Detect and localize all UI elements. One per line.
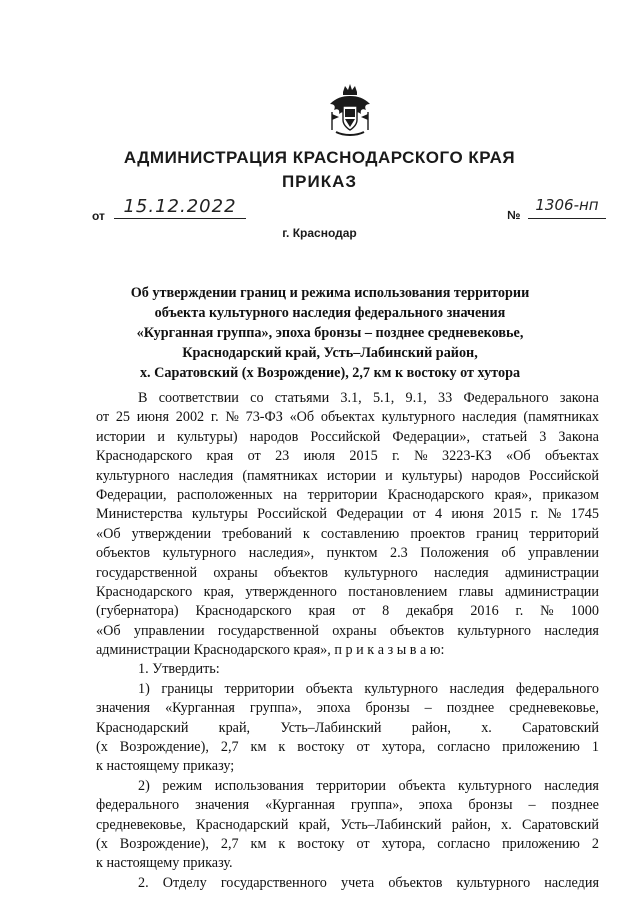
body-word: № (547, 506, 562, 523)
body-word: согласно (437, 739, 491, 756)
body-word: «Об (96, 622, 121, 639)
body-word: – (424, 700, 432, 717)
subject-line: Об утверждении границ и режима использования территории (130, 285, 530, 301)
body-word: г. (210, 409, 219, 426)
body-word: Возрождение), (119, 739, 209, 756)
body-line (96, 525, 599, 544)
body-line-text: к настоящему приказу; (96, 758, 235, 775)
body-word: г. (515, 603, 524, 620)
document-subject (96, 283, 564, 383)
subject-line: «Курганная группа», эпоха бронзы – позднее средневековье, (136, 325, 524, 341)
body-word: 1000 (570, 603, 599, 620)
body-word: истории (326, 467, 377, 484)
body-line (96, 447, 599, 466)
body-word: объектов (273, 564, 328, 581)
body-word: границ (476, 525, 519, 542)
body-word: Российской (310, 428, 381, 445)
body-word: культуры) (176, 428, 238, 445)
body-word: Краснодарский (96, 719, 189, 736)
body-word: востоку (297, 835, 345, 852)
body-word: края», (494, 486, 532, 503)
body-word: 2) (138, 777, 150, 794)
city-label: г. Краснодар (282, 226, 357, 240)
body-word: со (250, 390, 264, 406)
body-word: «Курганная (265, 797, 335, 814)
body-line (96, 738, 599, 757)
organization-title: АДМИНИСТРАЦИЯ КРАСНОДАРСКОГО КРАЯ (123, 148, 516, 167)
body-line (96, 719, 599, 738)
body-word: 2.3 (389, 545, 408, 562)
body-word: и (157, 428, 165, 445)
body-word: от (356, 835, 370, 852)
body-word: км (250, 835, 267, 852)
body-word: от (352, 603, 366, 620)
body-line (96, 680, 599, 699)
body-word: г. (392, 448, 400, 465)
body-word: край, (218, 719, 251, 736)
body-word: проектов (410, 525, 466, 542)
body-word: границы (161, 680, 213, 697)
body-word: государственной (217, 622, 319, 639)
body-word: Федерации (336, 506, 404, 523)
body-word: Краснодарский (196, 816, 289, 833)
body-word: Закона (558, 428, 599, 445)
body-word: бронзы (468, 797, 513, 814)
body-word: Отделу (162, 874, 207, 891)
body-word: Саратовский (522, 816, 599, 833)
body-word: № (414, 448, 428, 465)
body-word: позднее (446, 700, 495, 717)
coat-of-arms-icon (326, 82, 374, 138)
body-word: 1 (591, 739, 599, 756)
body-line (96, 777, 599, 796)
body-word: федерального (515, 680, 599, 697)
body-word: утверждении (131, 525, 212, 542)
body-word: «Об (289, 409, 315, 426)
body-word: администрации (504, 583, 599, 600)
body-word: объекта (398, 777, 446, 794)
body-word: 8 (382, 603, 390, 620)
body-word: объектах (544, 448, 599, 465)
body-word: Российской (529, 467, 599, 484)
body-word: и (385, 467, 393, 484)
subject-line: объекта культурного наследия федерального значения (154, 305, 506, 321)
body-word: В (138, 390, 148, 406)
body-word: наследия (461, 409, 517, 426)
document-number: 1306-нп (528, 196, 606, 219)
body-word: использования (214, 777, 304, 794)
body-word: эпоха (316, 700, 351, 717)
body-word: государственного (220, 874, 327, 891)
body-word: (х (96, 835, 108, 852)
body-word: режим (162, 777, 203, 794)
body-word: приказом (542, 486, 599, 503)
body-line (96, 874, 599, 893)
body-word: км (250, 739, 267, 756)
body-word: к (302, 525, 310, 542)
body-word: края (206, 448, 234, 465)
body-word: группа», (350, 797, 403, 814)
body-word: 2 (591, 835, 599, 852)
number-label: № (507, 208, 521, 222)
body-word: Усть–Лабинский (340, 816, 442, 833)
body-word: – (528, 797, 536, 814)
body-word: бронзы (365, 700, 410, 717)
body-word: 3223-КЗ (442, 448, 492, 465)
body-line (96, 796, 599, 815)
body-line (96, 467, 599, 486)
body-word: 5.1, (372, 390, 395, 406)
body-word: Возрождение), (119, 835, 209, 852)
body-word: 2015 (349, 448, 378, 465)
body-word: края (308, 603, 336, 620)
body-word: позднее (551, 797, 599, 814)
body-word: Краснодарского (195, 603, 292, 620)
body-word: культурного (162, 545, 237, 562)
body-word: культурного (344, 564, 418, 581)
body-word: район, (451, 816, 491, 833)
body-word: истории (96, 428, 146, 445)
body-word: к (278, 739, 286, 756)
body-word: 2. (138, 874, 149, 891)
body-word: «Курганная (165, 700, 235, 717)
body-word: декабря (406, 603, 454, 620)
body-line-text: 1. Утвердить: (138, 661, 220, 678)
body-word: управлении (528, 545, 599, 562)
body-word: территорий (529, 525, 599, 542)
body-word: «Об (96, 525, 121, 542)
body-word: статьей (482, 428, 528, 445)
body-line (96, 428, 599, 447)
body-word: культурного (364, 680, 438, 697)
body-word: требований (222, 525, 292, 542)
body-word: расположенных (177, 486, 273, 503)
body-word: группа», (249, 700, 302, 717)
body-line (96, 622, 599, 641)
body-line (96, 544, 599, 563)
body-word: культурного (381, 409, 456, 426)
body-word: Краснодарского (96, 448, 193, 465)
document-body (96, 389, 599, 893)
body-word: 2,7 (220, 739, 239, 756)
body-word: средневековье, (509, 700, 599, 717)
body-word: края, (203, 583, 234, 600)
body-word: № (540, 603, 554, 620)
body-word: наследия (544, 874, 599, 891)
document-type: ПРИКАЗ (281, 172, 358, 191)
body-line (96, 816, 599, 835)
body-line (96, 835, 599, 854)
body-word: государственной (96, 564, 198, 581)
body-word: наследия (449, 680, 505, 697)
body-word: пунктом (326, 545, 378, 562)
body-word: культуры) (401, 467, 463, 484)
body-word: (губернатора) (96, 603, 179, 620)
body-word: главы (458, 583, 494, 600)
body-word: культурного (457, 622, 531, 639)
body-word: июня (136, 409, 170, 426)
body-word: Федерации, (96, 486, 167, 503)
body-word: край, (298, 816, 331, 833)
body-word: учета (341, 874, 375, 891)
body-word: № (225, 409, 239, 426)
body-line (96, 505, 599, 524)
body-word: соответствии (158, 390, 239, 406)
body-word: статьями (274, 390, 330, 406)
body-word: Федерации», (392, 428, 471, 445)
body-line (96, 564, 599, 583)
body-word: Российской (257, 506, 328, 523)
body-word: культуры (191, 506, 248, 523)
body-word: наследия (544, 777, 599, 794)
body-word: культурного (458, 777, 532, 794)
body-word: 23 (275, 448, 290, 465)
body-word: утвержденного (245, 583, 337, 600)
body-word: г. (530, 506, 539, 523)
body-word: хутора, (381, 739, 426, 756)
body-word: хутора, (381, 835, 426, 852)
body-word: от (96, 409, 110, 426)
body-word: «Об (506, 448, 531, 465)
body-word: Федерального (463, 390, 549, 406)
body-word: наследия (433, 564, 489, 581)
body-word: Саратовский (522, 719, 599, 736)
body-word: значения (195, 797, 250, 814)
document-date: 15.12.2022 (114, 196, 246, 219)
body-word: составлению (320, 525, 400, 542)
body-line-text: администрации Краснодарского края», п р и к а з ы в а ю: (96, 642, 445, 659)
body-line (96, 660, 599, 679)
body-word: 2015 (493, 506, 522, 523)
body-word: приложению (502, 739, 580, 756)
body-line (96, 699, 599, 718)
body-word: постановлением (348, 583, 448, 600)
body-word: федерального (96, 797, 180, 814)
body-word: администрации (504, 564, 599, 581)
body-word: народов (249, 428, 299, 445)
body-word: территории (224, 680, 295, 697)
subject-line: Краснодарский край, Усть–Лабинский район, (182, 345, 478, 361)
body-word: х. (501, 816, 512, 833)
date-label: от (92, 209, 105, 223)
body-word: культурного (96, 467, 170, 484)
body-word: об (501, 545, 516, 562)
body-word: (памятниках (523, 409, 599, 426)
body-word: объектов (388, 874, 443, 891)
body-word: культурного (456, 874, 531, 891)
body-line (96, 486, 599, 505)
body-word: Положения (420, 545, 489, 562)
body-word: народов (471, 467, 521, 484)
body-word: 2016 (470, 603, 499, 620)
body-word: объекта (305, 680, 353, 697)
body-word: 73-ФЗ (245, 409, 283, 426)
body-word: востоку (297, 739, 345, 756)
body-word: на (283, 486, 298, 503)
body-word: наследия (544, 622, 599, 639)
body-word: (памятниках (242, 467, 318, 484)
body-word: 3.1, (340, 390, 362, 406)
body-word: согласно (437, 835, 491, 852)
body-word: 3 (539, 428, 547, 445)
body-word: 25 (115, 409, 131, 426)
body-word: 1) (138, 680, 150, 697)
body-line (96, 602, 599, 621)
body-line (96, 583, 599, 602)
body-word: к (278, 835, 286, 852)
body-line (96, 854, 599, 873)
body-word: от (412, 506, 426, 523)
body-word: средневековье, (96, 816, 186, 833)
body-word: охраны (332, 622, 377, 639)
body-word: Краснодарского (96, 583, 193, 600)
body-word: эпоха (418, 797, 453, 814)
body-line (96, 757, 599, 776)
body-word: объектов (96, 545, 151, 562)
body-word: территории (316, 777, 386, 794)
body-word: июля (303, 448, 336, 465)
body-word: управлении (133, 622, 205, 639)
body-word: Краснодарского (387, 486, 484, 503)
body-word: 33 (438, 390, 453, 406)
body-word: 9.1, (405, 390, 427, 406)
body-word: Министерства (96, 506, 183, 523)
body-word: (х (96, 739, 108, 756)
subject-line: х. Саратовский (х Возрождение), 2,7 км к востоку от хутора (139, 365, 521, 381)
body-word: район, (411, 719, 451, 736)
body-word: 1745 (570, 506, 599, 523)
body-word: х. (481, 719, 492, 736)
body-word: территории (307, 486, 378, 503)
body-word: Усть–Лабинский (280, 719, 382, 736)
body-word: приложению (502, 835, 580, 852)
body-line (96, 389, 599, 408)
body-word: объектах (320, 409, 375, 426)
body-word: объектов (389, 622, 445, 639)
body-word: от (247, 448, 261, 465)
body-word: от (356, 739, 370, 756)
body-line (96, 408, 599, 427)
body-word: 2,7 (220, 835, 239, 852)
body-word: значения (96, 700, 151, 717)
body-word: закона (559, 390, 599, 406)
body-word: 4 (435, 506, 443, 523)
body-word: 2002 (175, 409, 205, 426)
body-line-text: к настоящему приказу. (96, 855, 233, 872)
body-word: наследия (178, 467, 234, 484)
body-word: охраны (213, 564, 258, 581)
body-word: июня (451, 506, 484, 523)
body-word: наследия», (248, 545, 315, 562)
body-line (96, 641, 599, 660)
